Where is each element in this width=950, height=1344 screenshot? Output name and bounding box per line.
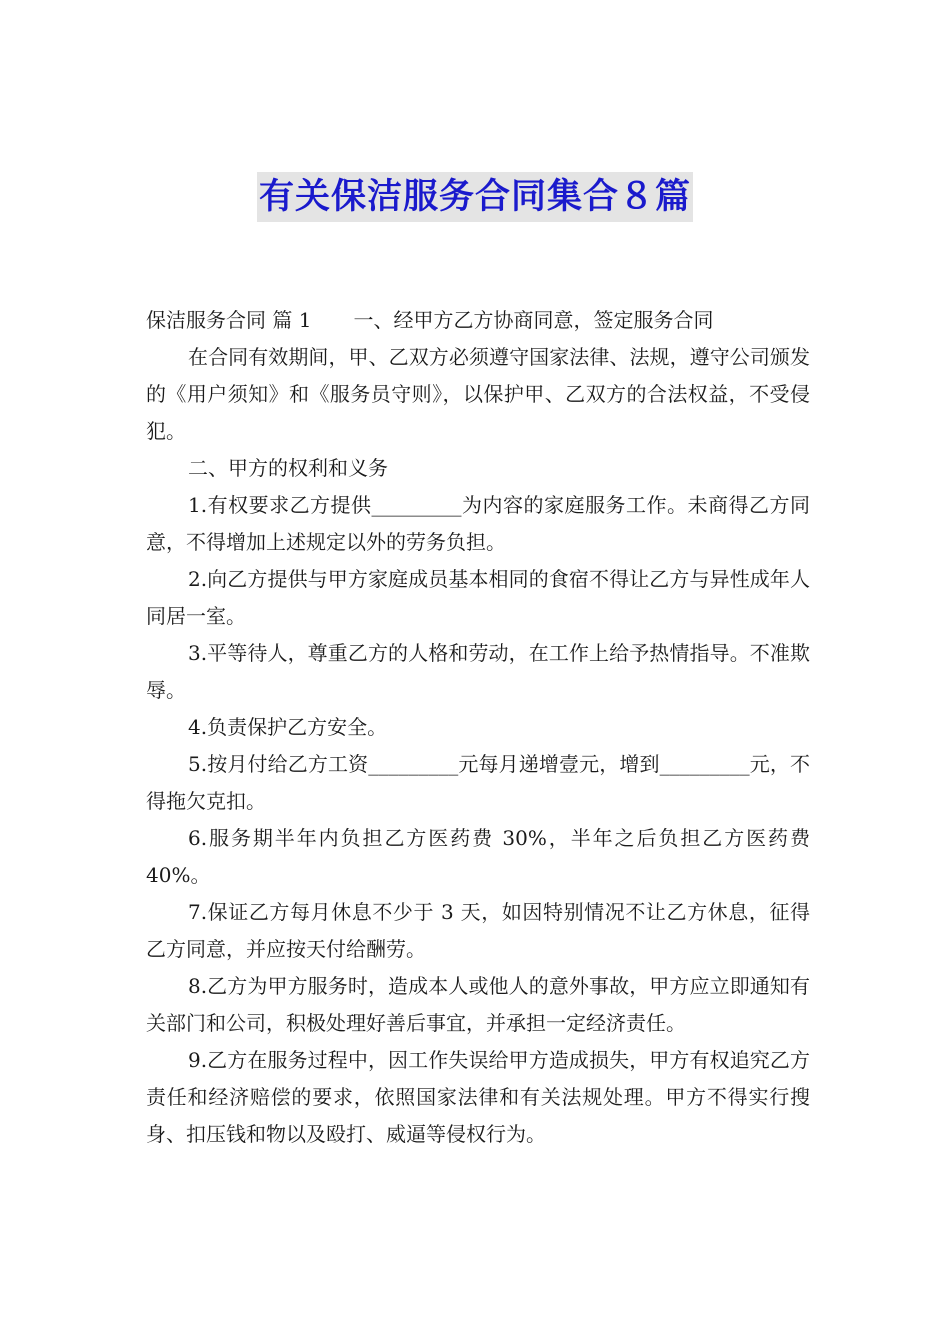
title-container	[0, 172, 950, 222]
paragraph: 二、甲方的权利和义务	[188, 456, 388, 480]
paragraph-text: 一、经甲方乙方协商同意，签定服务合同	[353, 308, 714, 332]
paragraph: 在合同有效期间，甲、乙双方必须遵守国家法律、法规，遵守公司颁发的《用户须知》和《服务员守则》，以保护甲、乙双方的合法权益，不受侵犯。	[146, 345, 810, 443]
document-title: 有关保洁服务合同集合８篇	[257, 172, 693, 222]
section-label: 保洁服务合同 篇 1	[146, 308, 312, 332]
document-body	[146, 302, 810, 1153]
paragraph: 5.按月付给乙方工资_________元每月递增壹元，增到_________元，不得拖欠克扣。	[146, 752, 810, 813]
paragraph: 4.负责保护乙方安全。	[188, 715, 388, 739]
paragraph: 1.有权要求乙方提供_________为内容的家庭服务工作。未商得乙方同意，不得增加上述规定以外的劳务负担。	[146, 493, 810, 554]
paragraph: 9.乙方在服务过程中，因工作失误给甲方造成损失，甲方有权追究乙方责任和经济赔偿的要求，依照国家法律和有关法规处理。甲方不得实行搜身、扣压钱和物以及殴打、威逼等侵权行为。	[146, 1048, 810, 1146]
paragraph-intro	[146, 302, 810, 339]
paragraph: 3.平等待人，尊重乙方的人格和劳动，在工作上给予热情指导。不准欺辱。	[146, 641, 810, 702]
paragraph: 6.服务期半年内负担乙方医药费 30%，半年之后负担乙方医药费 40%。	[146, 826, 810, 887]
paragraph: 7.保证乙方每月休息不少于 3 天，如因特别情况不让乙方休息，征得乙方同意，并应按天付给酬劳。	[146, 900, 810, 961]
paragraph: 8.乙方为甲方服务时，造成本人或他人的意外事故，甲方应立即通知有关部门和公司，积极处理好善后事宜，并承担一定经济责任。	[146, 974, 810, 1035]
paragraph: 2.向乙方提供与甲方家庭成员基本相同的食宿不得让乙方与异性成年人同居一室。	[146, 567, 810, 628]
